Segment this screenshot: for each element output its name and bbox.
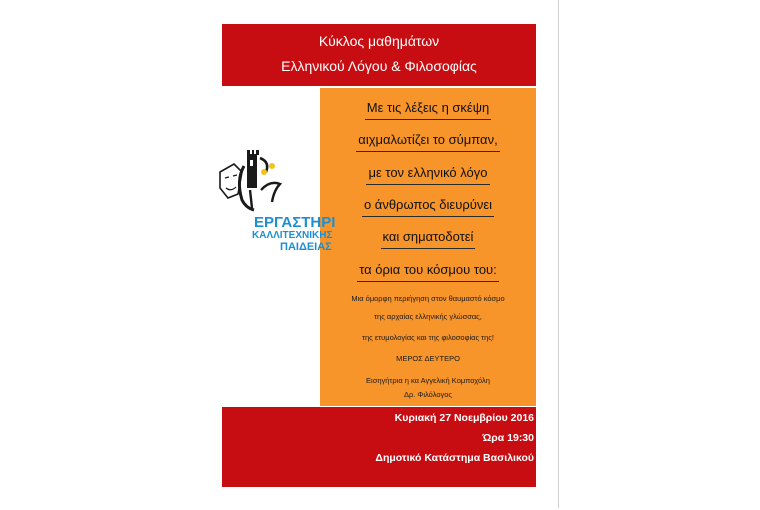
quote-line-3: με τον ελληνικό λόγο (320, 165, 536, 185)
quote-line-1: Με τις λέξεις η σκέψη (320, 100, 536, 120)
logo-text-line-2: ΚΑΛΛΙΤΕΧΝΙΚΗΣ (252, 230, 333, 241)
logo-text-line-1: ΕΡΓΑΣΤΗΡΙ (254, 214, 336, 231)
description-line-1: Μια όμορφη περιήγηση στον θαυμαστό κόσμο (351, 294, 505, 303)
event-time: Ώρα 19:30 (482, 432, 534, 444)
description-line-3: της ετυμολογίας και της φιλοσοφίας της! (362, 333, 494, 342)
header-banner (222, 24, 536, 86)
quote-line-4: ο άνθρωπος διευρύνει (320, 197, 536, 217)
event-banner (222, 407, 536, 487)
event-venue: Δημοτικό Κατάστημα Βασιλικού (375, 452, 534, 464)
event-date: Κυριακή 27 Νοεμβρίου 2016 (394, 412, 534, 424)
tower-icon (247, 154, 257, 188)
logo-text-line-3: ΠΑΙΔΕΙΑΣ (280, 241, 332, 253)
quote-line-5: και σηματοδοτεί (320, 229, 536, 249)
quote-line-2: αιχμαλωτίζει το σύμπαν, (320, 132, 536, 152)
quote-line-6: τα όρια του κόσμου του: (320, 262, 536, 282)
header-line-2: Ελληνικού Λόγου & Φιλοσοφίας (281, 58, 477, 74)
speaker-title: Δρ. Φιλόλογος (403, 390, 453, 399)
description-part: ΜΕΡΟΣ ΔΕΥΤΕΡΟ (396, 354, 460, 363)
header-line-1: Κύκλος μαθημάτων (318, 33, 440, 49)
description-line-2: της αρχαίας ελληνικής γλώσσας, (374, 312, 482, 321)
speaker-name: Εισηγήτρια η κα Αγγελική Κομποχόλη (366, 376, 490, 385)
content-panel (320, 88, 536, 406)
